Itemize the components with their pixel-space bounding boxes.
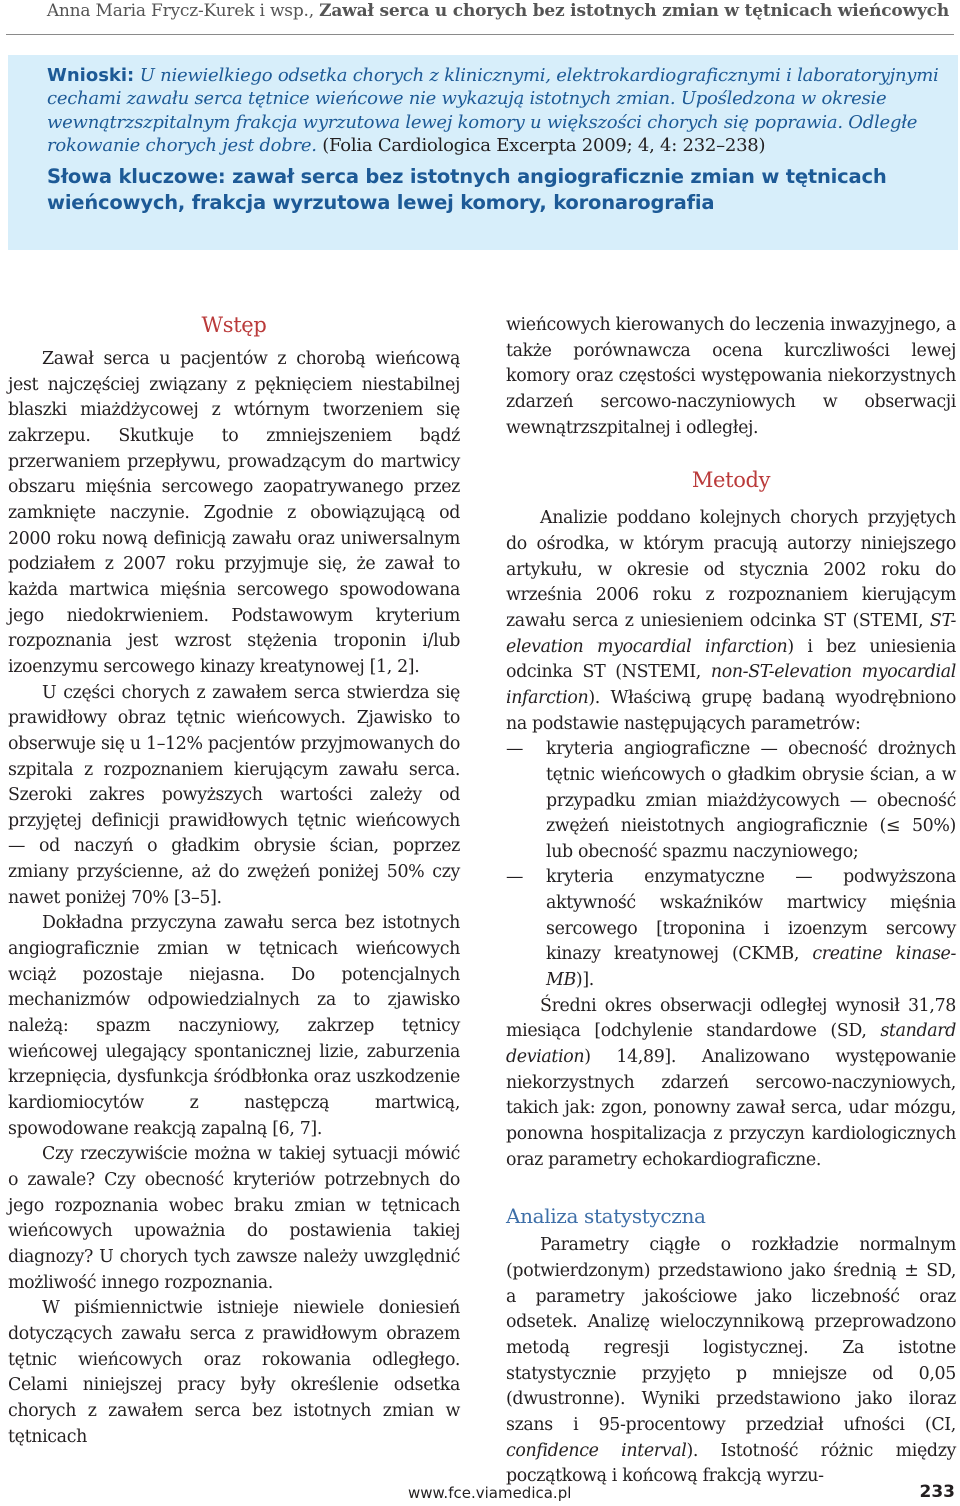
- methods-term-stemi: ST-elevation myocardial infarction: [506, 610, 956, 657]
- running-head-authors: Anna Maria Frycz-Kurek i wsp.,: [46, 1, 314, 21]
- section-heading-methods: Metody: [691, 468, 771, 493]
- intro-paragraph-2: U części chorych z zawałem serca stwierdza się prawidłowy obraz tętnic wieńcowych. Zjawisko to obserwuje się u 1–12% pacjentów przyjmowanych do szpitala z rozpoznaniem kierującym zawału serca. Szeroki zakres powyższych wartości zależy od przyjętej definicji prawidłowych tętnic wieńcowych — od naczyń o gładkim obrysie ścian, poprzez zmiany przyścienne, aż do zwężeń poniżej 50% czy nawet poniżej 70% [3–5].: [8, 682, 460, 908]
- methods-text: ). Właściwą grupę badaną wyodrębniono na podstawie następujących parametrów:: [506, 687, 956, 734]
- statistics-text: ). Istotność różnic między początkową i końcową frakcją wyrzu-: [506, 1440, 956, 1487]
- statistics-term-ci: confidence interval: [506, 1440, 687, 1461]
- methods-term-nstemi: non-ST-elevation myocardial infarction: [506, 662, 956, 708]
- running-head-title: Zawał serca u chorych bez istotnych zmian w tętnicach wieńcowych: [319, 1, 949, 21]
- summary-box: [8, 55, 958, 250]
- left-column: [8, 312, 460, 1450]
- methods-term-sd: standard deviation: [506, 1021, 956, 1068]
- intro-paragraph-continued: wieńcowych kierowanych do leczenia inwazyjnego, a także porównawcza ocena kurczliwości lewej komory oraz częstości występowania niekorzystnych zdarzeń sercowo-naczyniowych w obserwacji wewnątrzszpitalnej i odległej.: [506, 315, 956, 438]
- keywords: [47, 164, 944, 216]
- footer-url: www.fce.viamedica.pl: [408, 1484, 572, 1502]
- page-number: 233: [919, 1482, 955, 1502]
- criteria-term-ckmb: creatine kinase-MB: [546, 944, 956, 991]
- list-dash: —: [506, 739, 524, 760]
- criteria-enzymatic: kryteria enzymatyczne — podwyższona aktywność wskaźników martwicy mięśnia sercowego [troponina i izoenzym sercowy kinazy kreatynowej (CKMB,: [546, 867, 956, 965]
- section-heading-introduction: Wstęp: [201, 313, 267, 337]
- methods-text: Analizie poddano kolejnych chorych przyjętych do ośrodka, w którym pracują autorzy niniejszego artykułu, w okresie od stycznia 2002 roku do września 2006 roku z rozpoznaniem kierującym zawału serca z uniesieniem odcinka ST (STEMI,: [506, 508, 956, 631]
- intro-paragraph-4: Czy rzeczywiście można w takiej sytuacji mówić o zawale? Czy obecność kryteriów potrzebnych do jego rozpoznania wobec braku zmian w tętnicach wieńcowych upoważnia do postawienia takiej diagnozy? U chorych tych zawsze należy uwzględnić możliwość innego rozpoznania.: [8, 1144, 460, 1293]
- methods-paragraph-1: [506, 506, 956, 737]
- keywords-text: zawał serca bez istotnych angiograficznie zmian w tętnicach wieńcowych, frakcja wyrzutowa lewej komory, koronarografia: [47, 164, 887, 214]
- methods-text: ) 14,89]. Analizowano występowanie niekorzystnych zdarzeń sercowo-naczyniowych, takich jak: zgon, ponowny zawał serca, udar mózgu, ponowna hospitalizacja z przyczyn kardiologicznych oraz parametry echokardiograficzne.: [506, 1047, 956, 1170]
- methods-text: ) i bez uniesienia odcinka ST (NSTEMI,: [506, 636, 956, 683]
- criteria-list: [506, 737, 956, 994]
- section-heading-statistics: Analiza statystyczna: [506, 1204, 706, 1229]
- conclusions-text: U niewielkiego odsetka chorych z klinicznymi, elektrokardiograficznymi i laboratoryjnymi cechami zawału serca tętnice wieńcowe nie wykazują istotnych zmian. Upośledzona w okresie wewnątrzszpitalnym frakcja wyrzutowa lewej komory u większości chorych się poprawia. Odległe rokowanie chorych jest dobre.: [47, 65, 939, 157]
- criteria-enzymatic-end: )].: [575, 970, 594, 991]
- conclusions-label: Wnioski:: [47, 65, 135, 86]
- keywords-label: Słowa kluczowe:: [47, 164, 226, 188]
- list-item: [506, 865, 956, 993]
- citation: (Folia Cardiologica Excerpta 2009; 4, 4: 232–238): [322, 135, 766, 157]
- statistics-paragraph: [506, 1233, 956, 1490]
- conclusions: [47, 64, 944, 158]
- statistics-text: Parametry ciągłe o rozkładzie normalnym (potwierdzonym) przedstawiono jako średnią ± SD, a parametry jakościowe jako liczebność oraz odsetek. Analizę wieloczynnikową przeprowadzono metodą regresji logistycznej. Za istotne statystycznie przyjęto p mniejsze od 0,05 (dwustronne). Wyniki przedstawiono jako iloraz szans i 95-procentowy przedział ufności (CI,: [506, 1235, 956, 1435]
- intro-paragraph-1: Zawał serca u pacjentów z chorobą wieńcową jest najczęściej związany z pęknięciem niestabilnej blaszki miażdżycowej z wtórnym tworzeniem się zakrzepu. Skutkuje to zmniejszeniem bądź przerwaniem przepływu, prowadzącym do martwicy obszaru mięśnia sercowego zaopatrywanego przez zamknięte naczynie. Zgodnie z obowiązującą od 2000 roku nową definicją zawału oraz uniwersalnym podziałem z 2007 roku przyjmuje się, że zawał to każda martwica mięśnia sercowego spowodowana jego niedokrwieniem. Podstawowym kryterium rozpoznania jest wzrost stężenia troponin i/lub izoenzymu sercowego kinazy kreatynowej [1, 2].: [8, 349, 460, 677]
- list-dash: —: [506, 867, 524, 888]
- methods-text: Średni okres obserwacji odległej wynosił 31,78 miesiąca [odchylenie standardowe (SD,: [506, 995, 956, 1042]
- right-column: [506, 313, 956, 1490]
- criteria-angiographic: kryteria angiograficzne — obecność drożnych tętnic wieńcowych o gładkim obrysie ścian, a w przypadku zmian miażdżycowych — obecność zwężeń nieistotnych angiograficznie (≤ 50%) lub obecność spazmu naczyniowego;: [546, 739, 956, 862]
- header-rule: [6, 34, 954, 35]
- intro-paragraph-3: Dokładna przyczyna zawału serca bez istotnych angiograficznie zmian w tętnicach wieńcowych wciąż pozostaje niejasna. Do potencjalnych mechanizmów odpowiedzialnych za to zjawisko należą: spazm naczyniowy, zakrzep tętnicy wieńcowej ulegający spontanicznej lizie, zaburzenia krzepnięcia, dysfunkcja śródbłonka oraz uszkodzenie kardiomiocytów z następczą martwicą, spowodowane reakcją zapalną [6, 7].: [8, 913, 460, 1139]
- intro-paragraph-5: W piśmiennictwie istnieje niewiele doniesień dotyczących zawału serca z prawidłowym obrazem tętnic wieńcowych oraz rokowania odległego. Celami niniejszej pracy były określenie odsetka chorych z zawałem serca bez istotnych zmian w tętnicach: [8, 1298, 460, 1447]
- running-head: [0, 1, 949, 21]
- list-item: [506, 737, 956, 865]
- methods-paragraph-2: [506, 994, 956, 1174]
